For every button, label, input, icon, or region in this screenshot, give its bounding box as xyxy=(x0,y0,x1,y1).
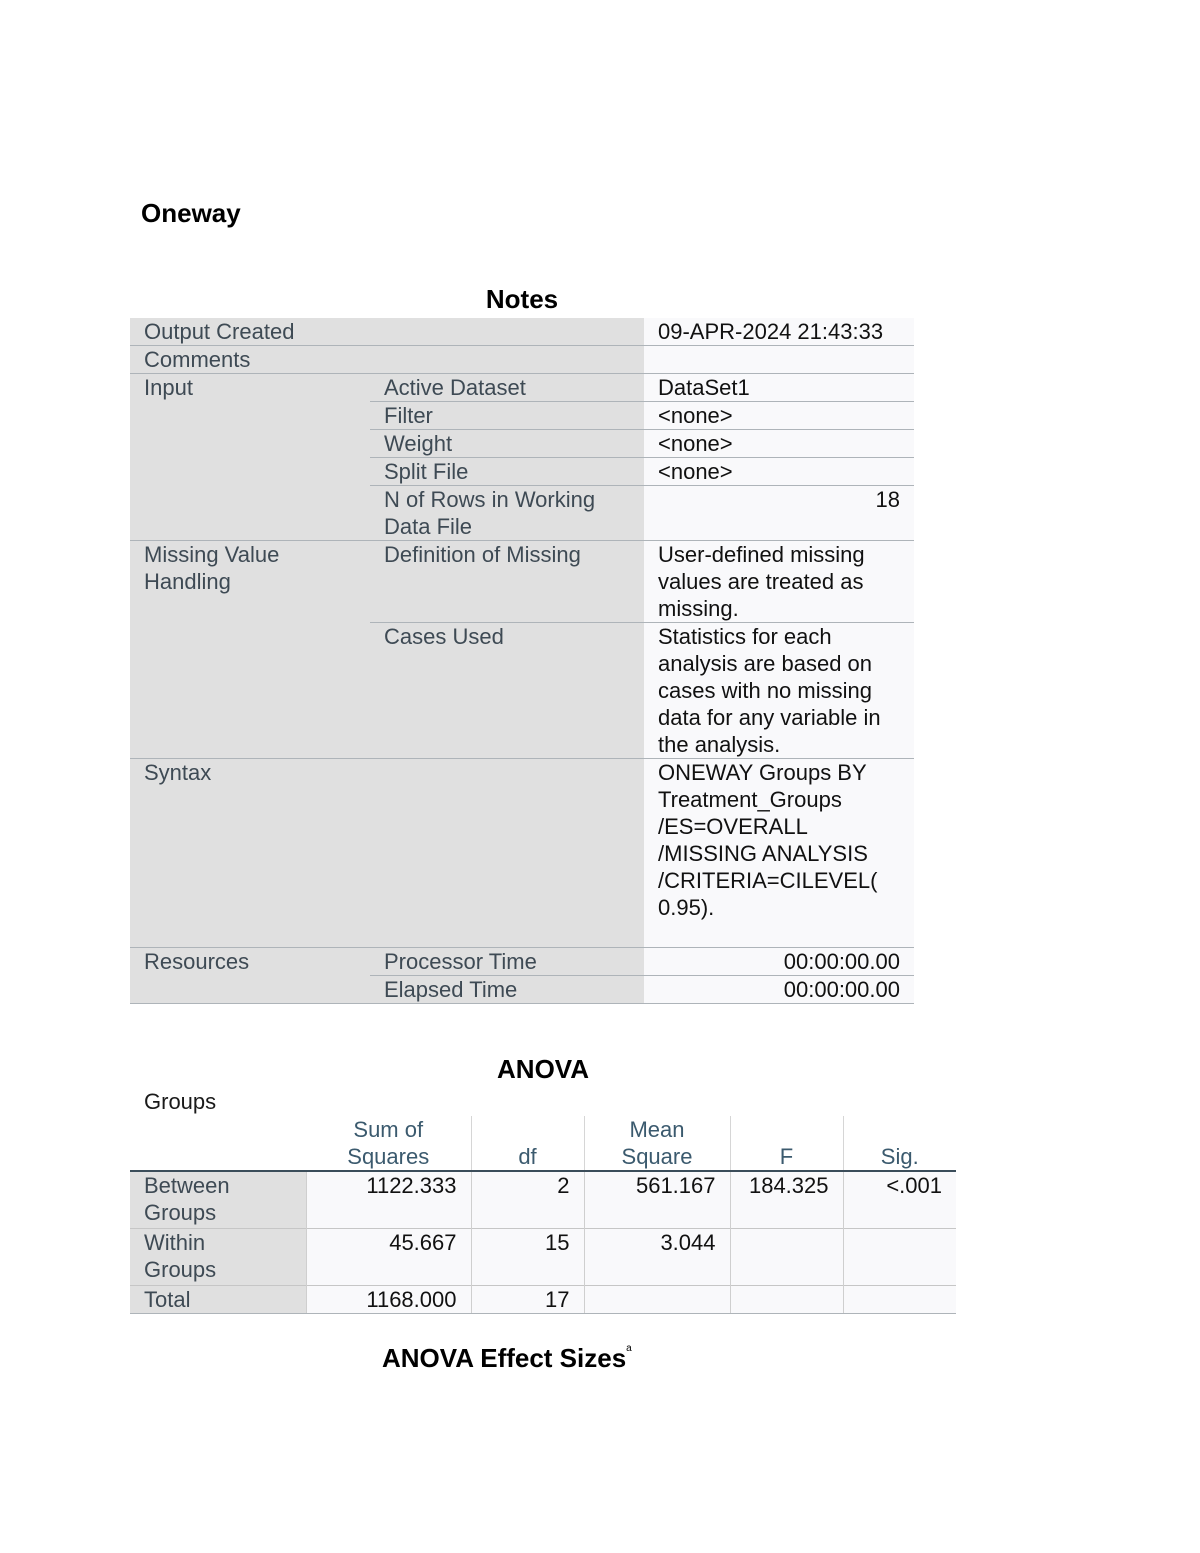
syntax-line: Treatment_Groups xyxy=(658,787,842,812)
f-cell: 184.325 xyxy=(730,1171,843,1228)
sum-of-squares-cell: 1122.333 xyxy=(306,1171,471,1228)
split-file-label: Split File xyxy=(370,458,644,486)
split-file-value: <none> xyxy=(644,458,914,486)
syntax-line: ONEWAY Groups BY xyxy=(658,760,867,785)
output-created-label: Output Created xyxy=(130,318,644,346)
comments-label: Comments xyxy=(130,346,644,374)
anova-dependent-variable: Groups xyxy=(144,1089,217,1114)
effect-sizes-title-text: ANOVA Effect Sizes xyxy=(382,1343,627,1373)
syntax-line: /CRITERIA=CILEVEL( xyxy=(658,868,878,893)
active-dataset-label: Active Dataset xyxy=(370,374,644,402)
cases-used-value: Statistics for each analysis are based on cases with no missing data for any variable in the analysis. xyxy=(644,623,914,759)
anova-title: ANOVA xyxy=(497,1054,589,1084)
definition-missing-value: User-defined missing values are treated as missing. xyxy=(644,541,914,623)
sum-of-squares-header: Sum of Squares xyxy=(306,1116,471,1171)
df-cell: 17 xyxy=(471,1285,584,1313)
sig-cell xyxy=(843,1285,956,1313)
syntax-line: /ES=OVERALL xyxy=(658,814,808,839)
syntax-value xyxy=(644,759,914,948)
f-cell xyxy=(730,1228,843,1285)
sum-of-squares-cell: 45.667 xyxy=(306,1228,471,1285)
definition-missing-label: Definition of Missing xyxy=(370,541,644,623)
row-label: Within Groups xyxy=(130,1228,306,1285)
syntax-label: Syntax xyxy=(130,759,644,948)
notes-title: Notes xyxy=(485,284,559,314)
output-created-value: 09-APR-2024 21:43:33 xyxy=(644,318,914,346)
table-row xyxy=(130,1171,956,1228)
df-cell: 15 xyxy=(471,1228,584,1285)
table-row xyxy=(130,1285,956,1313)
notes-row-definition-missing xyxy=(130,541,914,623)
row-label: Between Groups xyxy=(130,1171,306,1228)
f-header: F xyxy=(730,1116,843,1171)
row-label: Total xyxy=(130,1285,306,1313)
resources-label: Resources xyxy=(130,948,370,1004)
cases-used-label: Cases Used xyxy=(370,623,644,759)
anova-table xyxy=(130,1116,956,1314)
n-rows-label: N of Rows in Working Data File xyxy=(370,486,644,541)
effect-sizes-title xyxy=(382,1343,632,1374)
notes-table xyxy=(130,318,914,1004)
row-label-header xyxy=(130,1116,306,1171)
df-header: df xyxy=(471,1116,584,1171)
mean-square-header: Mean Square xyxy=(584,1116,730,1171)
sum-of-squares-cell: 1168.000 xyxy=(306,1285,471,1313)
n-rows-value: 18 xyxy=(644,486,914,541)
elapsed-time-label: Elapsed Time xyxy=(370,976,644,1004)
notes-row-processor-time xyxy=(130,948,914,976)
notes-row-syntax xyxy=(130,759,914,948)
notes-row-comments xyxy=(130,346,914,374)
processor-time-value: 00:00:00.00 xyxy=(644,948,914,976)
syntax-line: /MISSING ANALYSIS xyxy=(658,841,868,866)
footnote-mark: a xyxy=(626,1343,632,1354)
filter-label: Filter xyxy=(370,402,644,430)
notes-row-output-created xyxy=(130,318,914,346)
sig-cell: <.001 xyxy=(843,1171,956,1228)
comments-value xyxy=(644,346,914,374)
page-heading: Oneway xyxy=(141,198,241,228)
sig-cell xyxy=(843,1228,956,1285)
input-label: Input xyxy=(130,374,370,541)
weight-value: <none> xyxy=(644,430,914,458)
df-cell: 2 xyxy=(471,1171,584,1228)
table-row xyxy=(130,1228,956,1285)
f-cell xyxy=(730,1285,843,1313)
processor-time-label: Processor Time xyxy=(370,948,644,976)
mean-square-cell: 3.044 xyxy=(584,1228,730,1285)
notes-row-active-dataset xyxy=(130,374,914,402)
anova-header-row xyxy=(130,1116,956,1171)
filter-value: <none> xyxy=(644,402,914,430)
sig-header: Sig. xyxy=(843,1116,956,1171)
active-dataset-value: DataSet1 xyxy=(644,374,914,402)
elapsed-time-value: 00:00:00.00 xyxy=(644,976,914,1004)
mean-square-cell xyxy=(584,1285,730,1313)
syntax-line: 0.95). xyxy=(658,895,715,920)
mean-square-cell: 561.167 xyxy=(584,1171,730,1228)
weight-label: Weight xyxy=(370,430,644,458)
missing-value-handling-label: Missing Value Handling xyxy=(130,541,370,759)
